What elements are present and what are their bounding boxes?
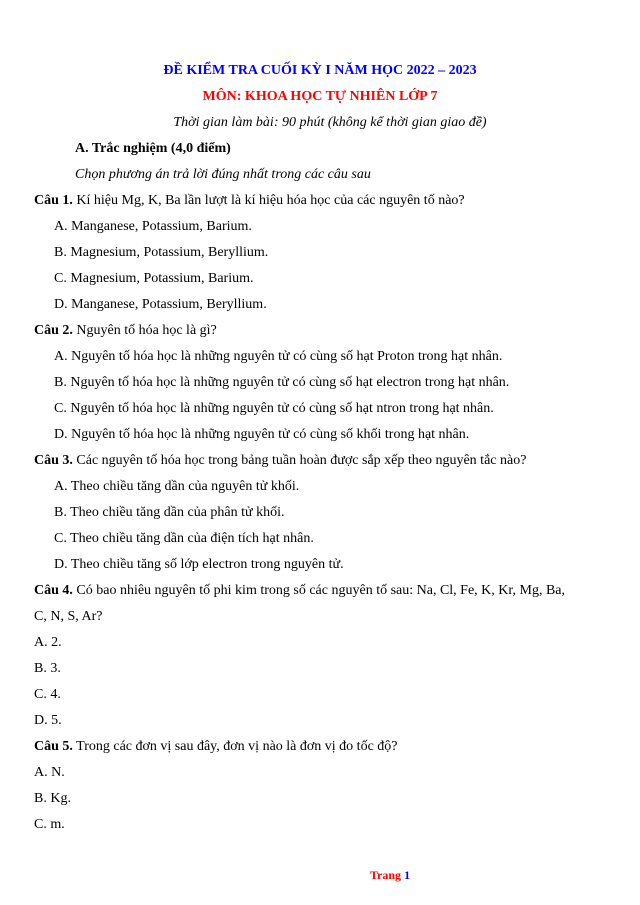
question-1 (34, 192, 465, 210)
section-heading: A. Trắc nghiệm (4,0 điểm) (75, 141, 231, 156)
page-label: Trang (369, 868, 405, 882)
q2-option-d: D. Nguyên tố hóa học là những nguyên tử có cùng số khối trong hạt nhân. (54, 427, 470, 442)
time-note: Thời gian làm bài: 90 phút (không kể thời gian giao đề) (173, 115, 487, 130)
q4-option-b: B. 3. (34, 661, 61, 676)
section-instruction: Chọn phương án trả lời đúng nhất trong các câu sau (75, 167, 371, 182)
q1-option-c: C. Magnesium, Potassium, Barium. (54, 271, 254, 286)
subject-title: MÔN: KHOA HỌC TỰ NHIÊN LỚP 7 (202, 89, 438, 104)
q5-option-a: A. N. (34, 765, 65, 780)
q2-option-a: A. Nguyên tố hóa học là những nguyên tử có cùng số hạt Proton trong hạt nhân. (54, 349, 503, 364)
question-2 (34, 322, 217, 340)
question-text: Kí hiệu Mg, K, Ba lần lượt là kí hiệu hóa học của các nguyên tố nào? (72, 193, 465, 208)
page-number: 1 (404, 868, 411, 882)
question-text: Có bao nhiêu nguyên tố phi kim trong số các nguyên tố sau: Na, Cl, Fe, K, Kr, Mg, Ba, (72, 583, 566, 598)
question-label: Câu 4. (34, 583, 73, 598)
q2-option-b: B. Nguyên tố hóa học là những nguyên tử có cùng số hạt electron trong hạt nhân. (54, 375, 510, 390)
q1-option-a: A. Manganese, Potassium, Barium. (54, 219, 252, 234)
question-label: Câu 5. (34, 739, 73, 754)
question-3 (34, 452, 526, 470)
q3-option-d: D. Theo chiều tăng số lớp electron trong nguyên tử. (54, 557, 344, 572)
q1-option-d: D. Manganese, Potassium, Beryllium. (54, 297, 267, 312)
question-text: Trong các đơn vị sau đây, đơn vị nào là đơn vị đo tốc độ? (72, 739, 398, 754)
q2-option-c: C. Nguyên tố hóa học là những nguyên tử có cùng số hạt ntron trong hạt nhân. (54, 401, 494, 416)
question-text: Các nguyên tố hóa học trong bảng tuần hoàn được sắp xếp theo nguyên tắc nào? (72, 453, 527, 468)
q1-option-b: B. Magnesium, Potassium, Beryllium. (54, 245, 269, 260)
question-5 (34, 738, 398, 756)
q4-option-d: D. 5. (34, 713, 62, 728)
question-label: Câu 2. (34, 323, 73, 338)
page-footer (0, 868, 640, 883)
q4-option-a: A. 2. (34, 635, 62, 650)
q4-option-c: C. 4. (34, 687, 61, 702)
q5-option-c: C. m. (34, 817, 65, 832)
question-label: Câu 3. (34, 453, 73, 468)
question-4 (34, 582, 565, 600)
q5-option-b: B. Kg. (34, 791, 71, 806)
q3-option-c: C. Theo chiều tăng dần của điện tích hạt nhân. (54, 531, 314, 546)
question-label: Câu 1. (34, 193, 73, 208)
exam-title: ĐỀ KIỂM TRA CUỐI KỲ I NĂM HỌC 2022 – 2023 (163, 63, 477, 78)
q3-option-b: B. Theo chiều tăng dần của phân tử khối. (54, 505, 285, 520)
question-4-continuation: C, N, S, Ar? (34, 609, 103, 624)
question-text: Nguyên tố hóa học là gì? (72, 323, 217, 338)
q3-option-a: A. Theo chiều tăng dần của nguyên tử khối. (54, 479, 300, 494)
